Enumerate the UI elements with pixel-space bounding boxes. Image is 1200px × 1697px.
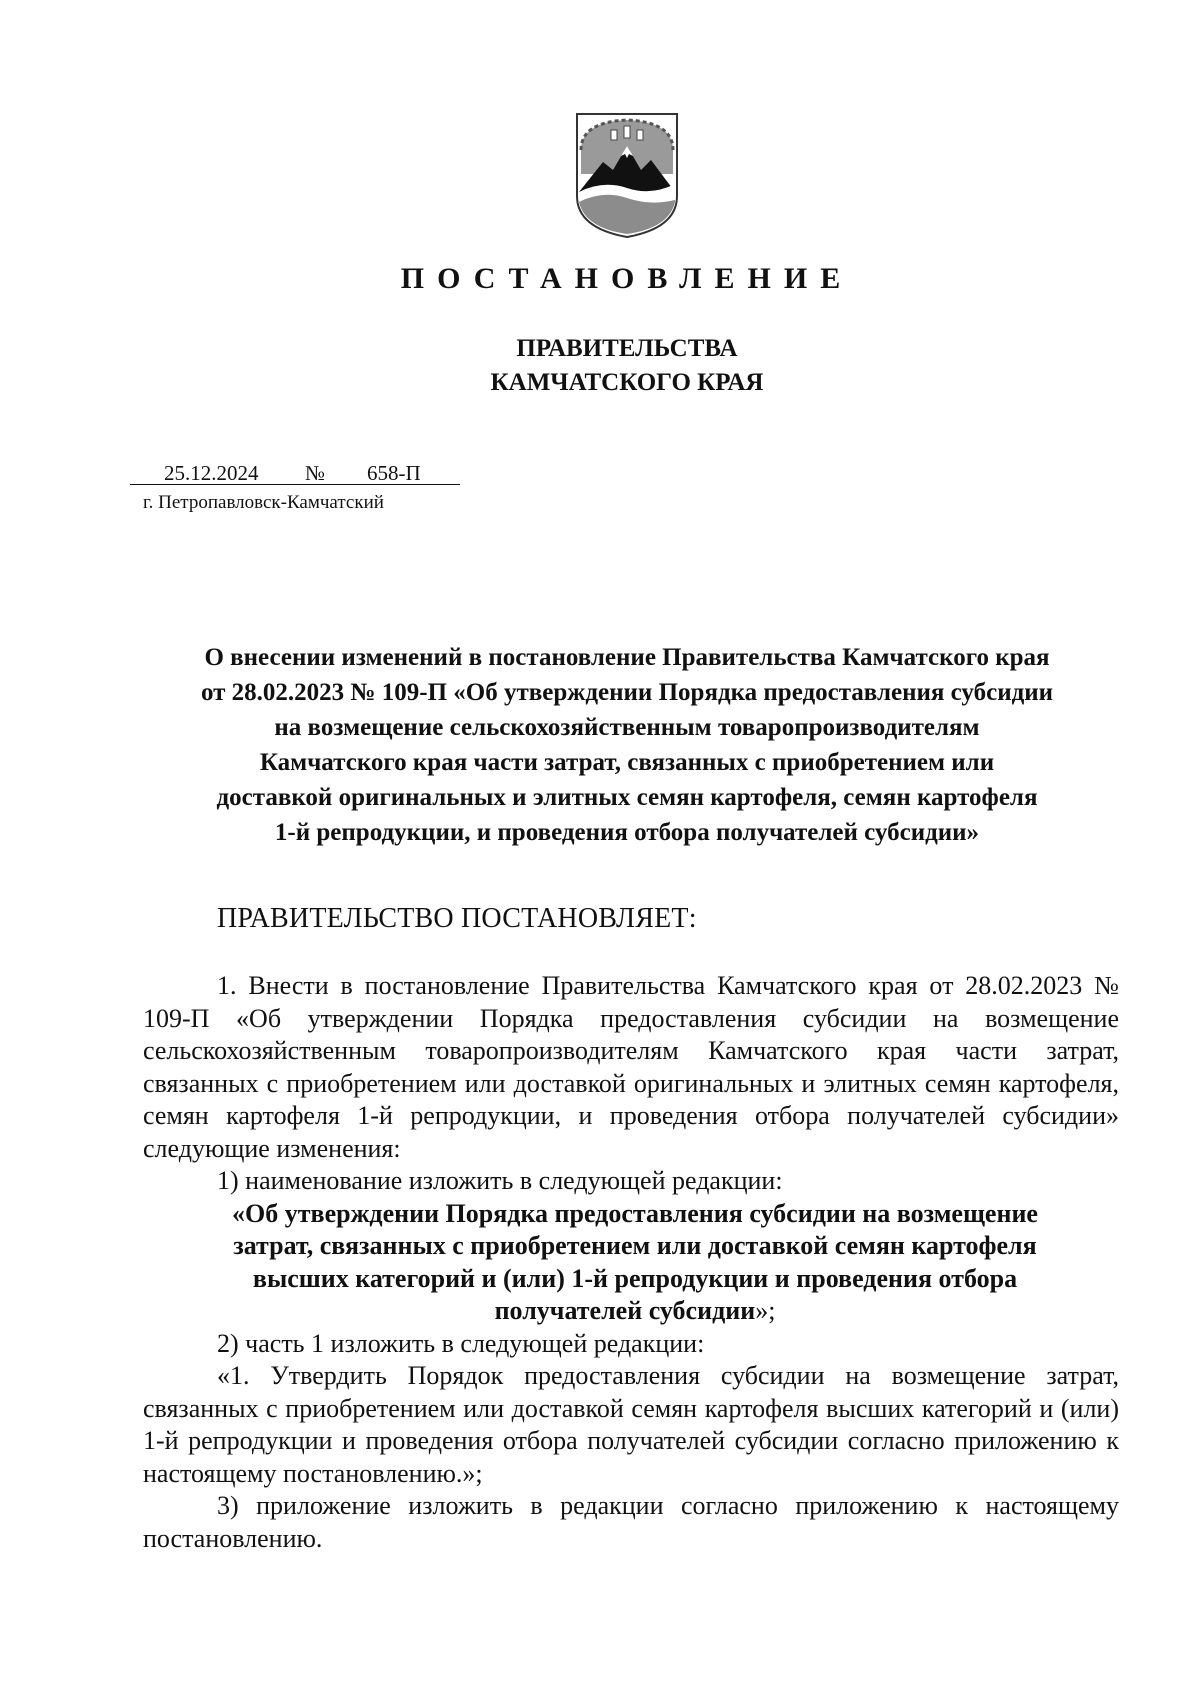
title-line: доставкой оригинальных и элитных семян картофеля, семян картофеля bbox=[216, 784, 1038, 811]
issuer-heading bbox=[0, 332, 1200, 400]
paragraph-sub-2: 2) часть 1 изложить в следующей редакции: bbox=[217, 1328, 705, 1358]
paragraph-item-1: 1. Внести в постановление Правительства Камчатского края от 28.02.2023 № 109-П «Об утверждении Порядка предоставления субсидии на возмещение сельскохозяйственным товаропроизводителям Камчатского края части затрат, связанных с приобретением или доставкой оригинальных и элитных семян картофеля, семян картофеля 1-й репродукции, и проведения отбора получателей субсидии» следующие изменения: bbox=[143, 971, 1119, 1163]
title-line: от 28.02.2023 № 109-П «Об утверждении Порядка предоставления субсидии bbox=[200, 679, 1054, 706]
city-label: г. Петропавловск-Камчатский bbox=[143, 492, 384, 513]
new-title-text: получателей субсидии bbox=[494, 1296, 756, 1325]
kamchatka-coat-of-arms-icon bbox=[573, 110, 681, 240]
new-title-line: высших категорий и (или) 1-й репродукции и проведения отбора bbox=[252, 1263, 1018, 1293]
new-title-line: «Об утверждении Порядка предоставления субсидии на возмещение bbox=[232, 1198, 1038, 1228]
paragraph-part-1: «1. Утвердить Порядок предоставления субсидии на возмещение затрат, связанных с приобретением или доставкой семян картофеля высших категорий и (или) 1-й репродукции и проведения отбора получателей субсидии согласно приложению к настоящему постановлению.»; bbox=[143, 1361, 1119, 1488]
title-line: О внесении изменений в постановление Правительства Камчатского края bbox=[204, 644, 1050, 671]
decree-statement: ПРАВИТЕЛЬСТВО ПОСТАНОВЛЯЕТ: bbox=[217, 903, 697, 934]
new-title-tail: »; bbox=[755, 1296, 776, 1325]
document-number: 658-П bbox=[367, 461, 421, 485]
document-title bbox=[130, 640, 1124, 850]
issuer-line: ПРАВИТЕЛЬСТВА bbox=[516, 335, 738, 362]
paragraph-sub-1: 1) наименование изложить в следующей редакции: bbox=[217, 1166, 783, 1195]
number-sign: № bbox=[305, 461, 326, 485]
new-title-line-last bbox=[151, 1295, 1119, 1328]
title-line: на возмещение сельскохозяйственным товаропроизводителям bbox=[274, 714, 980, 741]
document-body bbox=[143, 970, 1119, 1555]
document-date: 25.12.2024 bbox=[164, 461, 259, 485]
new-title-line: затрат, связанных с приобретением или доставкой семян картофеля bbox=[233, 1231, 1037, 1260]
paragraph-sub-3: 3) приложение изложить в редакции согласно приложению к настоящему постановлению. bbox=[143, 1491, 1119, 1553]
registration-line bbox=[130, 462, 460, 485]
new-title-block bbox=[143, 1198, 1119, 1328]
title-line: 1-й репродукции, и проведения отбора получателей субсидии» bbox=[274, 819, 980, 846]
title-line: Камчатского края части затрат, связанных с приобретением или bbox=[259, 749, 995, 776]
issuer-line: КАМЧАТСКОГО КРАЯ bbox=[490, 369, 764, 396]
document-type-heading: ПОСТАНОВЛЕНИЕ bbox=[400, 262, 854, 295]
